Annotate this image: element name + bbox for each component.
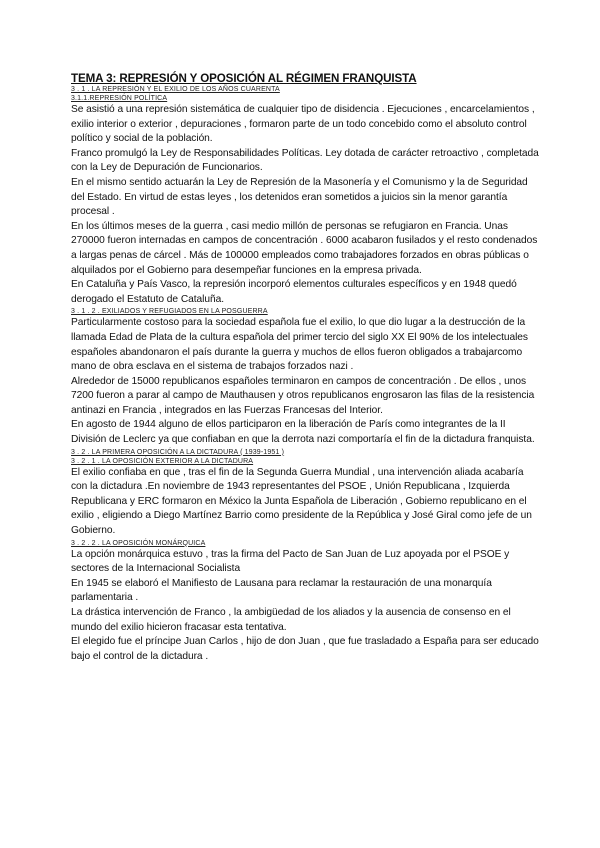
paragraph: Alrededor de 15000 republicanos españoles terminaron en campos de concentración . De ellos , unos 7200 fueron a parar al campo de Mauthausen y otros republicanos engrosaron las filas de la resistencia antinazi en Francia , integrados en las Fuerzas Francesas del Interior. — [71, 375, 535, 416]
paragraph: Se asistió a una represión sistemática de cualquier tipo de disidencia . Ejecuciones , encarcelamientos , exilio interior o exterior , depuraciones , formaron parte de un todo concebido como el absoluto control político y social de la población. — [71, 104, 535, 145]
section-heading: 3 . 1 . LA REPRESIÓN Y EL EXILIO DE LOS AÑOS CUARENTA — [71, 86, 280, 93]
paragraph: El exilio confiaba en que , tras el fin de la Segunda Guerra Mundial , una intervención aliada acabaría con la dictadura .En noviembre de 1943 representantes del PSOE , Unión Republicana , Izquierda Republicana y ERC formaron en México la Junta Española de Liberación , Gobierno republicano en el exilio , eligiendo a Diego Martínez Barrio como presidente de la República y José Giral como jefe de un Gobierno. — [71, 466, 532, 537]
paragraph: El elegido fue el príncipe Juan Carlos , hijo de don Juan , que fue trasladado a España para ser educado bajo el control de la dictadura . — [71, 636, 539, 662]
document-body — [71, 85, 541, 664]
section-heading: 3 . 2 . 2 . LA OPOSICIÓN MONÁRQUICA — [71, 539, 206, 547]
paragraph: Franco promulgó la Ley de Responsabilidades Políticas. Ley dotada de carácter retroactivo , completada con la Ley de Depuración de Funcionarios. — [71, 147, 539, 174]
section-heading: 3 . 2 . 1 . LA OPOSICIÓN EXTERIOR A LA DICTADURA — [71, 457, 254, 465]
paragraph: La opción monárquica estuvo , tras la firma del Pacto de San Juan de Luz apoyada por el PSOE y sectores de la Internacional Socialista — [71, 548, 510, 575]
paragraph: En 1945 se elaboró el Manifiesto de Lausana para reclamar la restauración de una monarquía parlamentaria . — [71, 577, 492, 604]
paragraph: En los últimos meses de la guerra , casi medio millón de personas se refugiaron en Francia. Unas 270000 fueron internadas en campos de concentración . 6000 acabaron fusilados y el resto condenados a largas penas de cárcel . Más de 100000 empleados como trabajadores forzados en obras públicas o alquilados por el Gobierno para desempeñar funciones en la empresa privada. — [71, 220, 538, 276]
section-heading: 3 . 1 . 2 . EXILIADOS Y REFUGIADOS EN LA POSGUERRA — [71, 308, 268, 316]
document-title: TEMA 3: REPRESIÓN Y OPOSICIÓN AL RÉGIMEN FRANQUISTA — [71, 72, 417, 85]
paragraph: En el mismo sentido actuarán la Ley de Represión de la Masonería y el Comunismo y la de Seguridad del Estado. En virtud de estas leyes , los detenidos eran sometidos a juicios sin la menor garantía procesal . — [71, 176, 528, 218]
paragraph: En Cataluña y País Vasco, la represión incorporó elementos culturales específicos y en 1948 quedó derogado el Estatuto de Cataluña. — [71, 279, 517, 305]
paragraph: En agosto de 1944 alguno de ellos participaron en la liberación de París como integrantes de la II División de Leclerc ya que confiaban en que la derrota nazi comportaría el fin de la dictadura franquista. — [71, 419, 535, 446]
paragraph: La drástica intervención de Franco , la ambigüedad de los aliados y la ausencia de consenso en el mundo del exilio hicieron fracasar esta tentativa. — [71, 607, 511, 633]
document-page — [71, 72, 541, 664]
section-heading: 3 . 2 . LA PRIMERA OPOSICIÓN A LA DICTADURA ( 1939-1951 ) — [71, 448, 285, 456]
paragraph: Particularmente costoso para la sociedad española fue el exilio, lo que dio lugar a la destrucción de la llamada Edad de Plata de la cultura española del primer tercio del siglo XX El 90% de los intelectuales españoles abandonaron el país durante la guerra y muchos de ellos fueron obligados a trabajarcomo mano de obra esclava en el sistema de trabajos forzados nazi . — [71, 317, 528, 373]
section-heading: 3.1.1.REPRESIÓN POLÍTICA — [71, 95, 168, 102]
